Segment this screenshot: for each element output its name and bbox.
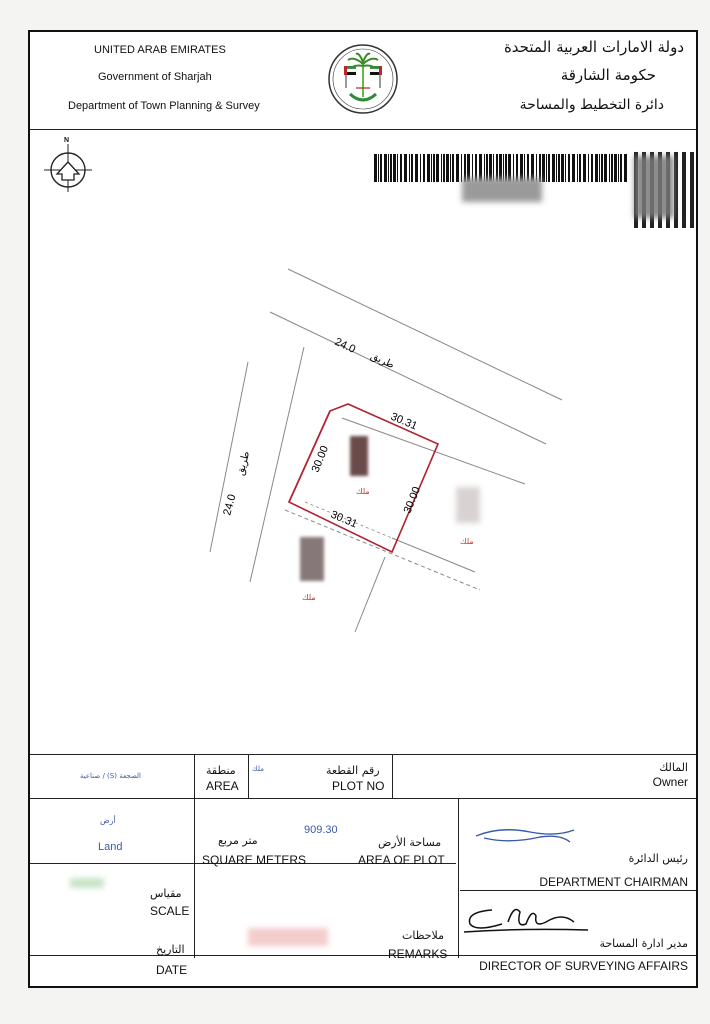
plot-no-label-en: PLOT NO: [332, 779, 385, 793]
scale-label-ar: مقياس: [150, 887, 182, 900]
date-label-en: DATE: [156, 963, 188, 977]
land-type-en: Land: [98, 841, 123, 853]
area-label-ar: منطقة: [206, 764, 236, 777]
plot-plan-sheet: [28, 30, 698, 988]
chairman-label-en: DEPARTMENT CHAIRMAN: [539, 875, 688, 889]
plot-number-redacted: [350, 436, 368, 476]
government-en: Government of Sharjah: [98, 71, 212, 83]
plot-no-label-ar: رقم القطعة: [326, 764, 380, 777]
table-v5: [458, 798, 459, 958]
land-type-ar: أرض: [100, 816, 116, 825]
road-left-width: 24.0: [221, 492, 239, 517]
scale-value-redacted: [70, 878, 104, 888]
table-v1: [194, 754, 195, 798]
plot-left-dimension: 30.00: [309, 444, 332, 475]
plot-top-dimension: 30.31: [388, 410, 419, 433]
area-of-plot-value: 909.30: [304, 824, 338, 836]
table-top-divider: [30, 754, 696, 755]
remarks-label-en: REMARKS: [388, 947, 448, 961]
neighbor-boundary: [355, 557, 385, 632]
chairman-signature: [470, 824, 580, 850]
neighbor-right-owner-tag: ملك: [460, 537, 474, 546]
director-label-ar: مدير ادارة المساحة: [599, 937, 688, 950]
country-en: UNITED ARAB EMIRATES: [94, 44, 226, 56]
department-en: Department of Town Planning & Survey: [68, 100, 260, 112]
road-top-label: طريق: [368, 350, 396, 372]
plot-right-dimension: 30.00: [401, 485, 424, 516]
table-bottom-line: [30, 955, 696, 956]
area-of-plot-label-en: AREA OF PLOT: [358, 853, 445, 867]
department-ar: دائرة التخطيط والمساحة: [519, 97, 664, 113]
director-label-en: DIRECTOR OF SURVEYING AFFAIRS: [479, 959, 688, 973]
road-left-label: طريق: [235, 450, 253, 477]
table-row2-divider-right: [460, 890, 696, 891]
area-tag: ملك: [252, 765, 264, 773]
neighbor-bottom-owner-tag: ملك: [302, 593, 316, 602]
neighbor-bottom-number-redacted: [300, 537, 324, 581]
country-ar: دولة الامارات العربية المتحدة: [503, 38, 684, 56]
government-ar: حكومة الشارقة: [560, 66, 656, 84]
road-top-edge-outer: [288, 269, 562, 400]
director-signature: [462, 898, 592, 942]
plot-owner-tag: ملك: [356, 487, 370, 496]
owner-label-en: Owner: [652, 775, 688, 789]
north-label: N: [64, 137, 70, 144]
plot-bottom-dimension: 30.31: [328, 508, 359, 531]
road-top-width: 24.0: [332, 335, 358, 356]
area-of-plot-label-ar: مساحة الأرض: [378, 836, 442, 849]
chairman-label-ar: رئيس الدائرة: [628, 852, 688, 865]
road-left-edge-inner: [250, 347, 304, 582]
road-top-setback: [342, 418, 525, 484]
table-v3: [392, 754, 393, 798]
sqm-label-en: SQUARE METERS: [202, 853, 307, 867]
table-row1-divider: [30, 798, 696, 799]
table-v2: [248, 754, 249, 798]
neighbor-right-number-redacted: [456, 487, 480, 523]
table-v4: [194, 798, 195, 958]
remarks-label-ar: ملاحظات: [402, 929, 444, 942]
site-map: [30, 32, 700, 762]
area-label-en: AREA: [206, 779, 239, 793]
owner-label-ar: المالك: [659, 761, 688, 774]
remarks-value-redacted: [248, 928, 328, 946]
scale-label-en: SCALE: [150, 904, 190, 918]
area-value: الصجعة (S) / صناعية: [80, 772, 141, 780]
sqm-label-ar: متر مربع: [218, 834, 258, 847]
date-label-ar: التاريخ: [156, 943, 185, 956]
